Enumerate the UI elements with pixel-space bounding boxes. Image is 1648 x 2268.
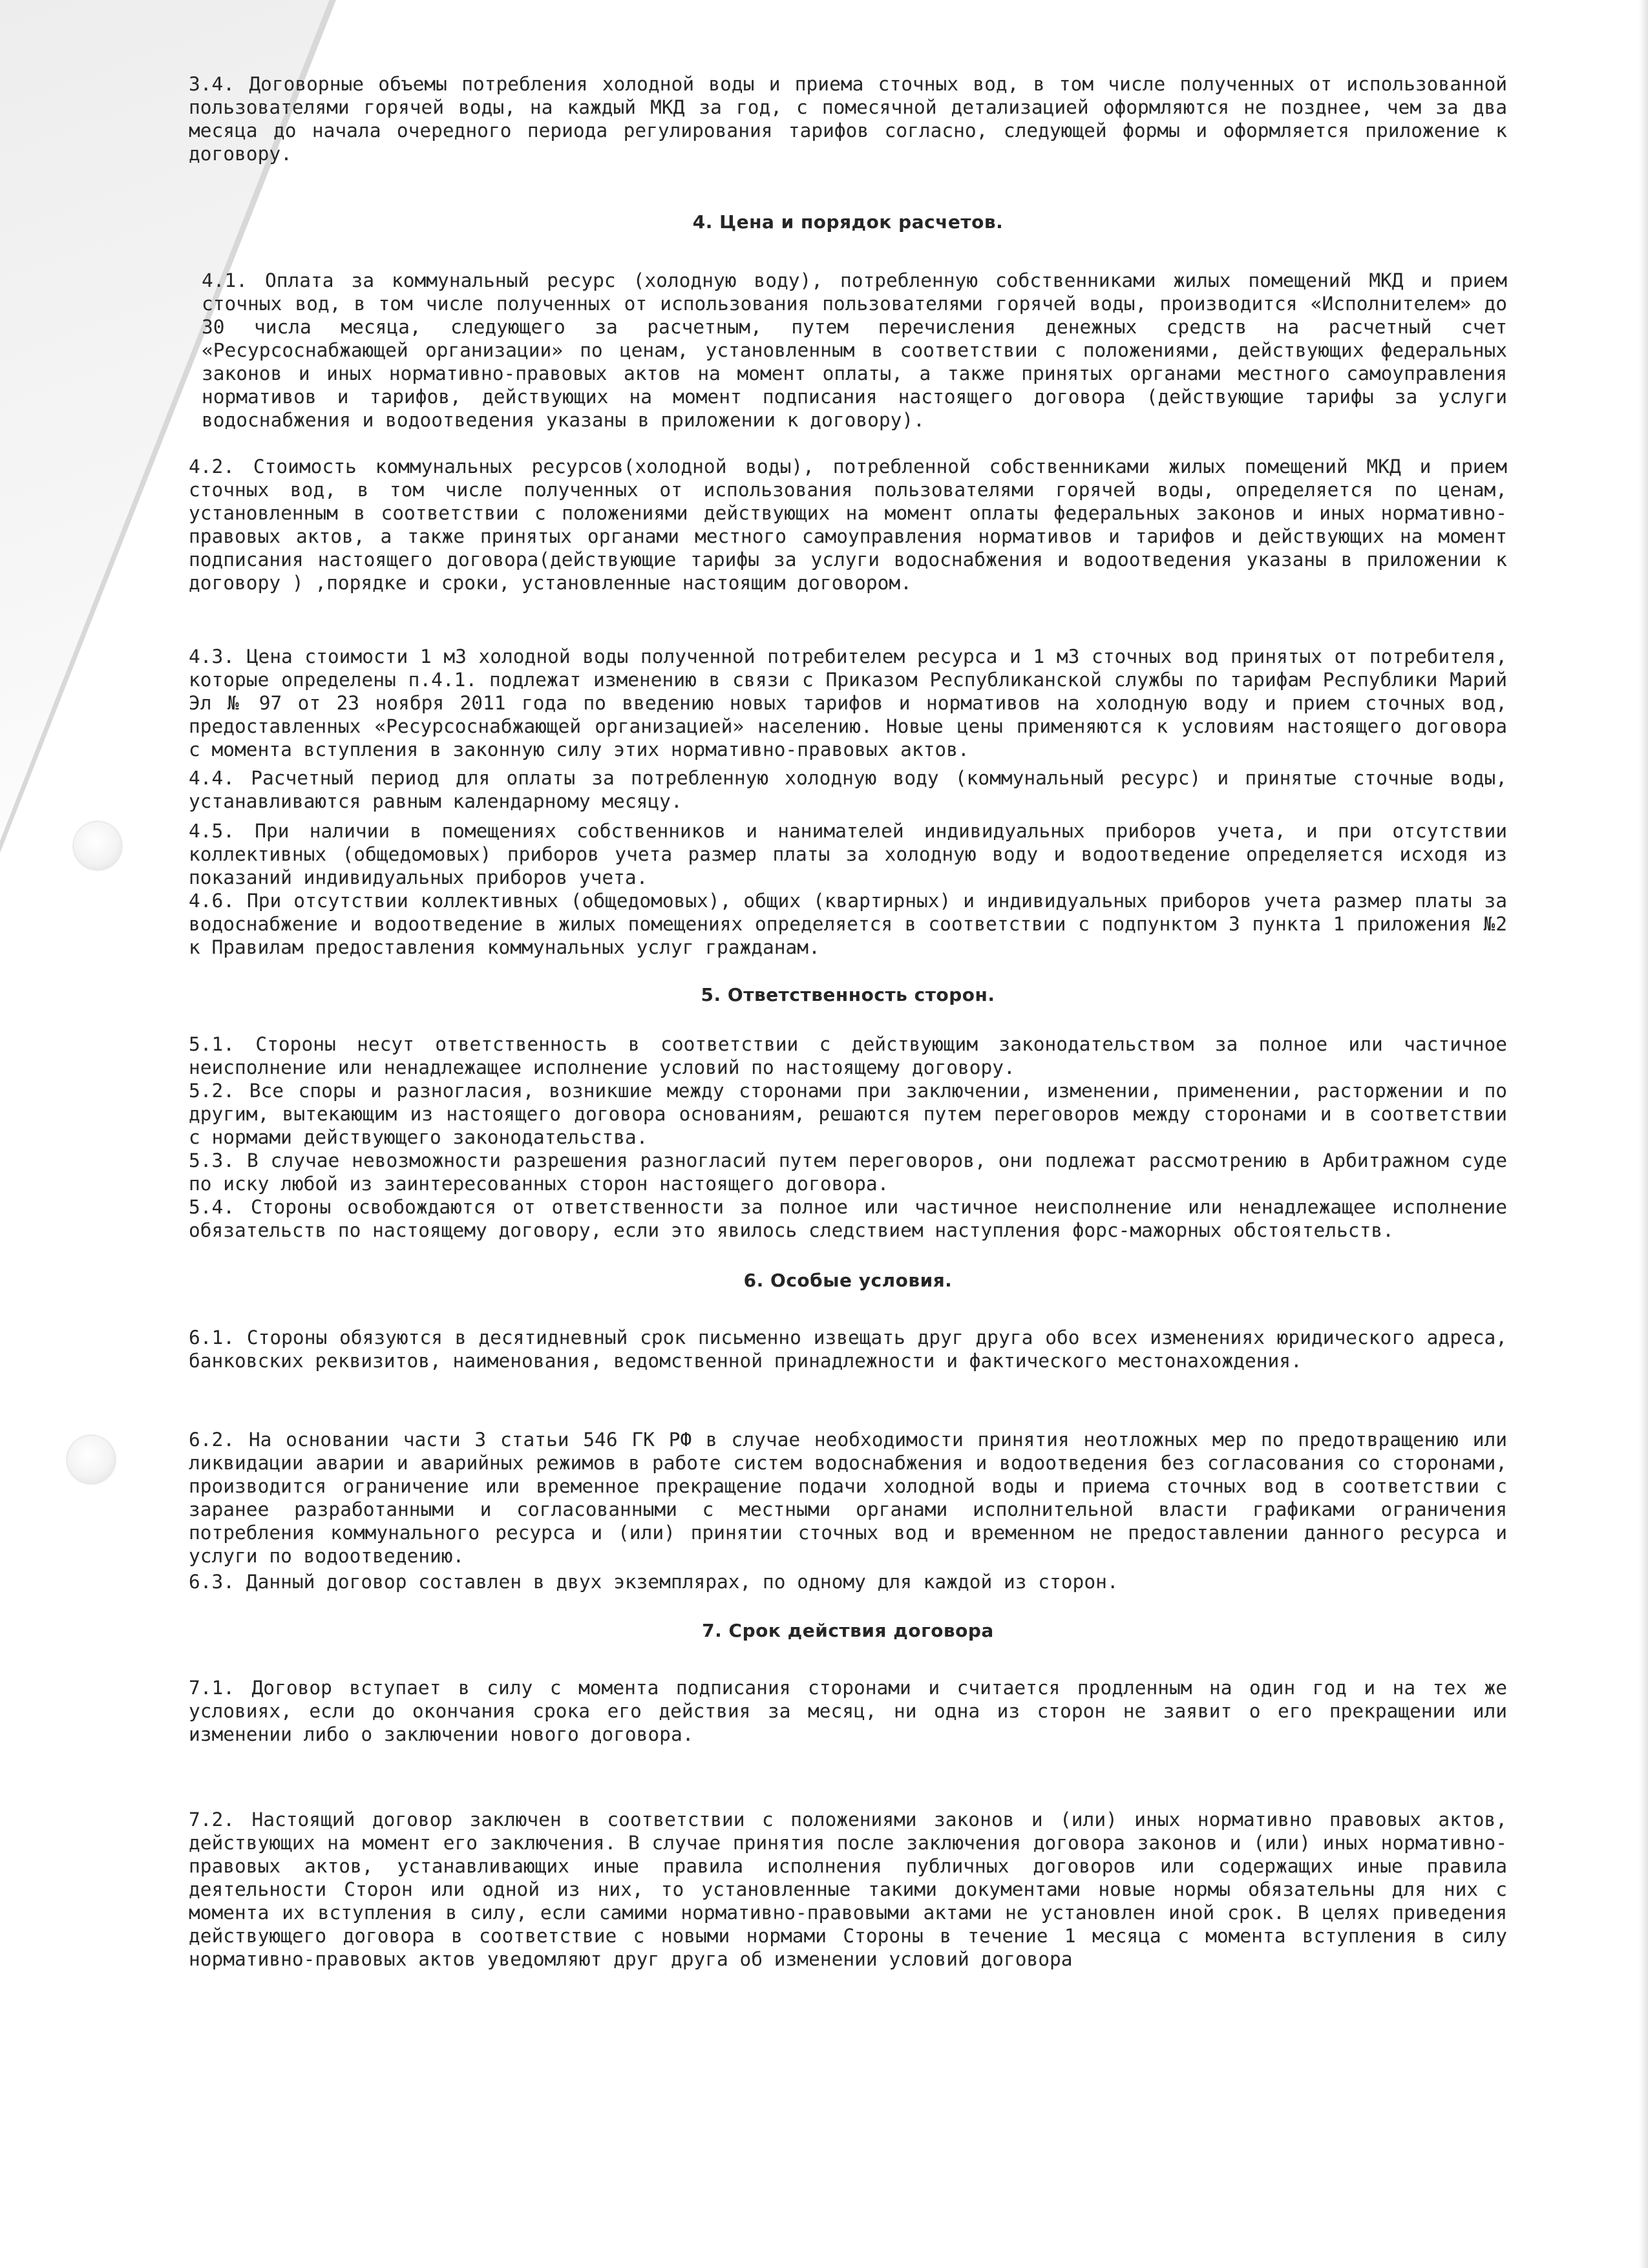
clause-4-2: 4.2. Стоимость коммунальных ресурсов(холодной воды), потребленной собственниками жилых помещений МКД и прием сточных вод, в том числе полученных от использования пользователями горячей воды, определяется по ценам, установленным в соответствии с положениями действующих на момент оплаты федеральных законов и иных нормативно-правовых актов, а также принятых органами местного самоуправления нормативов и тарифов и действующих на момент подписания настоящего договора(действующие тарифы за услуги водоснабжения и водоотведения указаны в приложении к договору ) ,порядке и сроки, установленные настоящим договором. xyxy=(189,456,1507,594)
clause-4-6: 4.6. При отсутствии коллективных (общедомовых), общих (квартирных) и индивидуальных приборов учета размер платы за водоснабжение и водоотведение в жилых помещениях определяется в соответствии с подпунктом 3 пункта 1 приложения №2 к Правилам предоставления коммунальных услуг гражданам. xyxy=(189,890,1507,958)
section-7-title: 7. Срок действия договора xyxy=(702,1620,994,1641)
clause-5-2: 5.2. Все споры и разногласия, возникшие между сторонами при заключении, изменении, применении, расторжении и по другим, вытекающим из настоящего договора основаниям, решаются путем переговоров между сторонами и в соответствии с нормами действующего законодательства. xyxy=(189,1080,1507,1148)
clause-5-1: 5.1. Стороны несут ответственность в соответствии с действующим законодательством за полное или частичное неисполнение или ненадлежащее исполнение условий по настоящему договору. xyxy=(189,1033,1507,1078)
section-5-title: 5. Ответственность сторон. xyxy=(701,984,995,1005)
clause-4-1: 4.1. Оплата за коммунальный ресурс (холодную воду), потребленную собственниками жилых помещений МКД и прием сточных вод, в том числе полученных от использования пользователями горячей воды, производится «Исполнителем» до 30 числа месяца, следующего за расчетным, путем перечисления денежных средств на расчетный счет «Ресурсоснабжающей организации» по ценам, установленным в соответствии с положениями, действующих федеральных законов и иных нормативно-правовых актов на момент оплаты, а также принятых органами местного самоуправления нормативов и тарифов, действующих на момент подписания настоящего договора (действующие тарифы за услуги водоснабжения и водоотведения указаны в приложении к договору). xyxy=(202,269,1507,431)
clause-6-1: 6.1. Стороны обязуются в десятидневный срок письменно извещать друг друга обо всех изменениях юридического адреса, банковских реквизитов, наименования, ведомственной принадлежности и фактического местонахождения. xyxy=(189,1327,1507,1372)
punch-hole-lower xyxy=(67,1436,115,1484)
clause-3-4: 3.4. Договорные объемы потребления холодной воды и приема сточных вод, в том числе полученных от использованной пользователями горячей воды, на каждый МКД за год, с помесячной детализацией оформляются не позднее, чем за два месяца до начала очередного периода регулирования тарифов согласно, следующей формы и оформляется приложение к договору. xyxy=(189,73,1507,165)
clause-4-4: 4.4. Расчетный период для оплаты за потребленную холодную воду (коммунальный ресурс) и принятые сточные воды, устанавливаются равным календарному месяцу. xyxy=(189,767,1507,812)
clause-4-3: 4.3. Цена стоимости 1 м3 холодной воды полученной потребителем ресурса и 1 м3 сточных вод принятых от потребителя, которые определены п.4.1. подлежат изменению в связи с Приказом Республиканской службы по тарифам Республики Марий Эл № 97 от 23 ноября 2011 года по введению новых тарифов и нормативов на холодную воду и прием сточных вод, предоставленных «Ресурсоснабжающей организацией» населению. Новые цены применяются к условиям настоящего договора с момента вступления в законную силу этих нормативно-правовых актов. xyxy=(189,646,1507,761)
section-6-title: 6. Особые условия. xyxy=(743,1270,953,1291)
clause-5-4: 5.4. Стороны освобождаются от ответственности за полное или частичное неисполнение или ненадлежащее исполнение обязательств по настоящему договору, если это явилось следствием наступления форс-мажорных обстоятельств. xyxy=(189,1196,1507,1241)
clause-6-2: 6.2. На основании части 3 статьи 546 ГК РФ в случае необходимости принятия неотложных мер по предотвращению или ликвидации аварии и аварийных режимов в работе систем водоснабжения и водоотведения без согласования со сторонами, производится ограничение или временное прекращение подачи холодной воды и приема сточных вод в соответствии с заранее разработанными и согласованными с местными органами исполнительной власти графиками ограничения потребления коммунального ресурса и (или) принятии сточных вод и временном не предоставлении данного ресурса и услуги по водоотведению. xyxy=(189,1429,1507,1567)
clause-4-5: 4.5. При наличии в помещениях собственников и нанимателей индивидуальных приборов учета, и при отсутствии коллективных (общедомовых) приборов учета размер платы за холодную воду и водоотведение определяется исходя из показаний индивидуальных приборов учета. xyxy=(189,820,1507,888)
clause-5-3: 5.3. В случае невозможности разрешения разногласий путем переговоров, они подлежат рассмотрению в Арбитражном суде по иску любой из заинтересованных сторон настоящего договора. xyxy=(189,1150,1507,1195)
punch-hole-upper xyxy=(74,822,121,870)
document-body xyxy=(189,72,1507,1971)
page-edge-shadow xyxy=(1639,0,1648,2268)
clause-7-2: 7.2. Настоящий договор заключен в соответствии с положениями законов и (или) иных нормативно правовых актов, действующих на момент его заключения. В случае принятия после заключения договора законов и (или) иных нормативно-правовых актов, устанавливающих иные правила исполнения публичных договоров или содержащих иные правила деятельности Сторон или одной из них, то установленные такими документами новые нормы обязательны для них с момента их вступления в силу, если самими нормативно-правовыми актами не установлен иной срок. В целях приведения действующего договора в соответствие с новыми нормами Стороны в течение 1 месяца с момента вступления в силу нормативно-правовых актов уведомляют друг друга об изменении условий договора xyxy=(189,1809,1507,1970)
clause-6-3: 6.3. Данный договор составлен в двух экземплярах, по одному для каждой из сторон. xyxy=(189,1571,1119,1593)
section-4-title: 4. Цена и порядок расчетов. xyxy=(692,211,1004,233)
clause-7-1: 7.1. Договор вступает в силу с момента подписания сторонами и считается продленным на один год и на тех же условиях, если до окончания срока его действия за месяц, ни одна из сторон не заявит о его прекращении или изменении либо о заключении нового договора. xyxy=(189,1677,1507,1745)
